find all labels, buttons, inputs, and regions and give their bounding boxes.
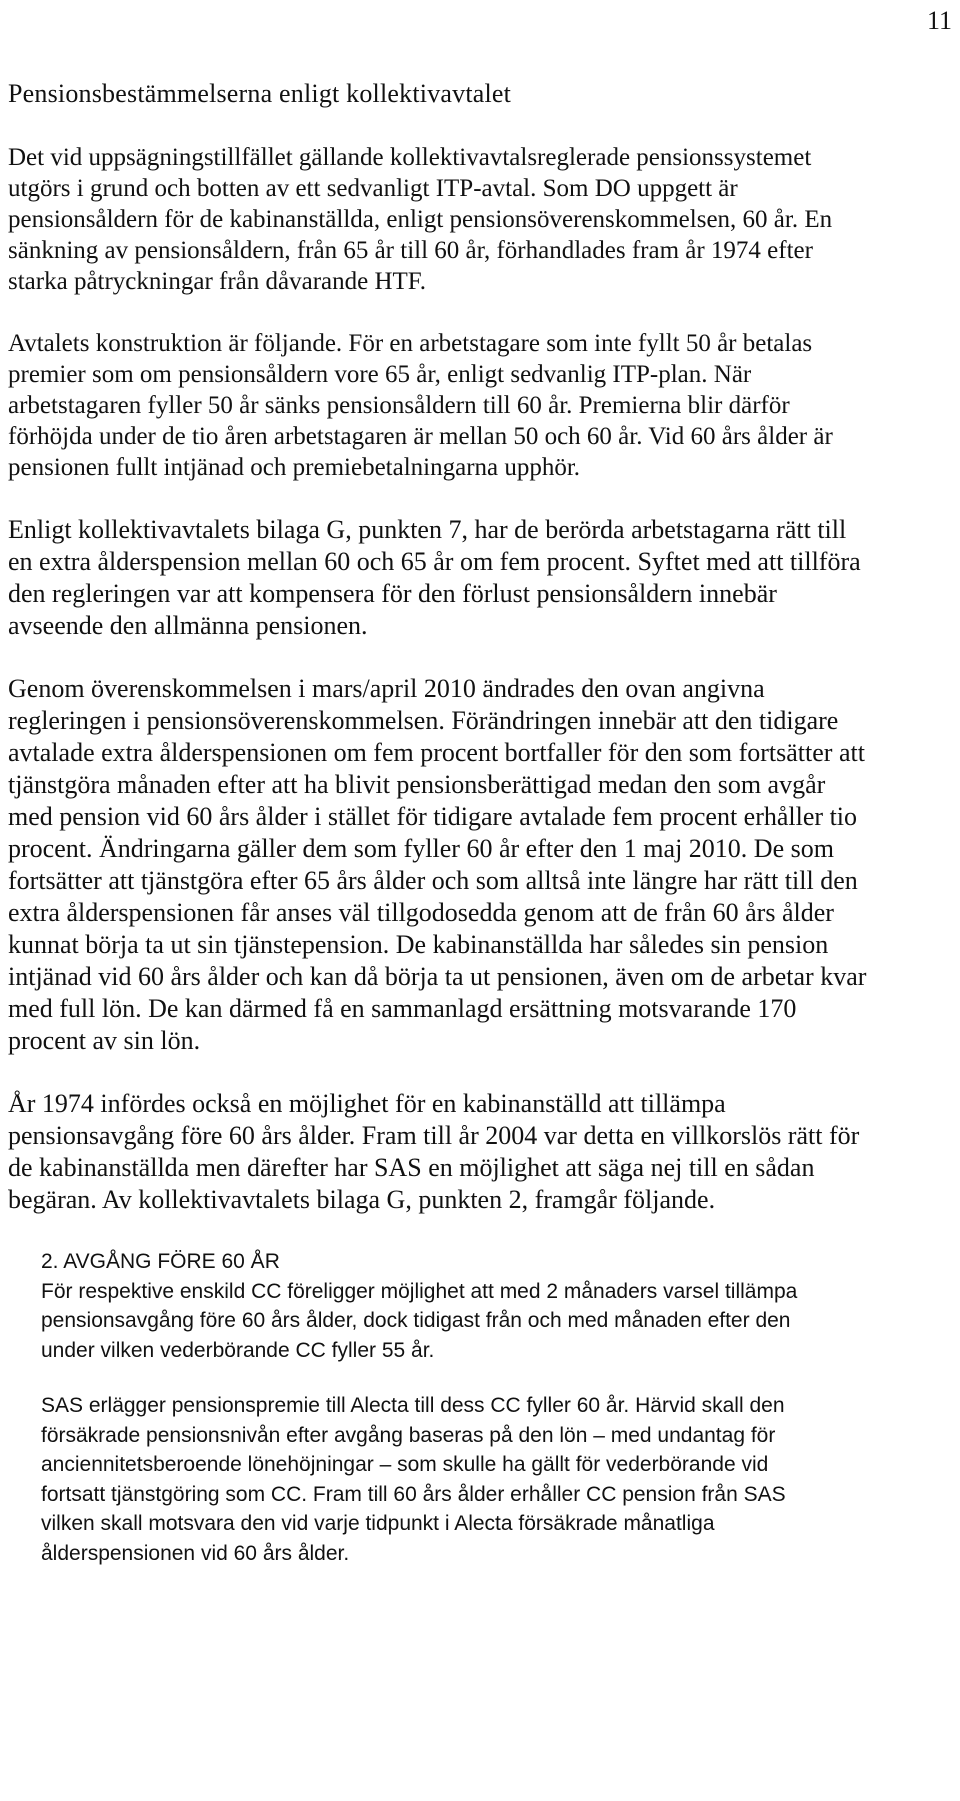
document-body <box>8 72 870 1594</box>
paragraph-pension-system: Det vid uppsägningstillfället gällande kollektivavtalsreglerade pensionssystemet utgörs i grund och botten av ett sedvanligt ITP-avtal. Som DO uppgett är pensionsåldern för de kabinanställda, enligt pensionsöverenskommelsen, 60 år. En sänkning av pensionsåldern, från 65 år till 60 år, förhandlades fram år 1974 efter starka påtryckningar från dåvarande HTF. <box>8 144 833 295</box>
section-heading: Pensionsbestämmelserna enligt kollektivavtalet <box>8 79 512 108</box>
paragraph-early-retirement: År 1974 infördes också en möjlighet för en kabinanställd att tillämpa pensionsavgång före 60 års ålder. Fram till år 2004 var detta en villkorslös rätt för de kabinanställda men därefter har SAS en möjlighet att säga nej till en sådan begäran. Av kollektivavtalets bilaga G, punkten 2, framgår följande. <box>8 1089 860 1214</box>
page-number: 11 <box>926 6 952 35</box>
paragraph-extra-pension: Enligt kollektivavtalets bilaga G, punkten 7, har de berörda arbetstagarna rätt till en extra ålderspension mellan 60 och 65 år om fem procent. Syftet med att tillföra den regleringen var att kompensera för den förlust pensionsåldern innebär avseende den allmänna pensionen. <box>8 515 861 640</box>
quoted-clause-paragraph: SAS erlägger pensionspremie till Alecta till dess CC fyller 60 år. Härvid skall den försäkrade pensionsnivån efter avgång baseras på den lön – med undantag för anciennitetsberoende lönehöjningar – som skulle ha gällt för vederbörande vid fortsatt tjänstgöring som CC. Fram till 60 års ålder erhåller CC pension från SAS vilken skall motsvara den vid varje tidpunkt i Alecta försäkrade månatliga ålderspensionen vid 60 års ålder. <box>41 1394 786 1565</box>
quoted-clause <box>41 1247 821 1568</box>
paragraph-agreement-construction: Avtalets konstruktion är följande. För en arbetstagare som inte fyllt 50 år betalas premier som om pensionsåldern vore 65 år, enligt sedvanlig ITP-plan. När arbetstagaren fyller 50 år sänks pensionsåldern till 60 år. Premierna blir därför förhöjda under de tio åren arbetstagaren är mellan 50 och 60 år. Vid 60 års ålder är pensionen fullt intjänad och premiebetalningarna upphör. <box>8 330 833 481</box>
paragraph-2010-agreement: Genom överenskommelsen i mars/april 2010 ändrades den ovan angivna regleringen i pensionsöverenskommelsen. Förändringen innebär att den tidigare avtalade extra ålderspensionen om fem procent bortfaller för den som fortsätter att tjänstgöra månaden efter att ha blivit pensionsberättigad medan den som avgår med pension vid 60 års ålder i stället för tidigare avtalade fem procent erhåller tio procent. Ändringarna gäller dem som fyller 60 år efter den 1 maj 2010. De som fortsätter att tjänstgöra efter 65 års ålder och som alltså inte längre har rätt till den extra ålderspensionen får anses väl tillgodosedda genom att de från 60 års ålder kunnat börja ta ut sin tjänstepension. De kabinanställda har således sin pension intjänad vid 60 års ålder och kan då börja ta ut pensionen, även om de arbetar kvar med full lön. De kan därmed få en sammanlagd ersättning motsvarande 170 procent av sin lön. <box>8 674 867 1055</box>
quoted-clause-title: 2. AVGÅNG FÖRE 60 ÅR <box>41 1250 280 1273</box>
quoted-clause-paragraph: För respektive enskild CC föreligger möjlighet att med 2 månaders varsel tillämpa pensionsavgång före 60 års ålder, dock tidigast från och med månaden efter den under vilken vederbörande CC fyller 55 år. <box>41 1279 798 1362</box>
